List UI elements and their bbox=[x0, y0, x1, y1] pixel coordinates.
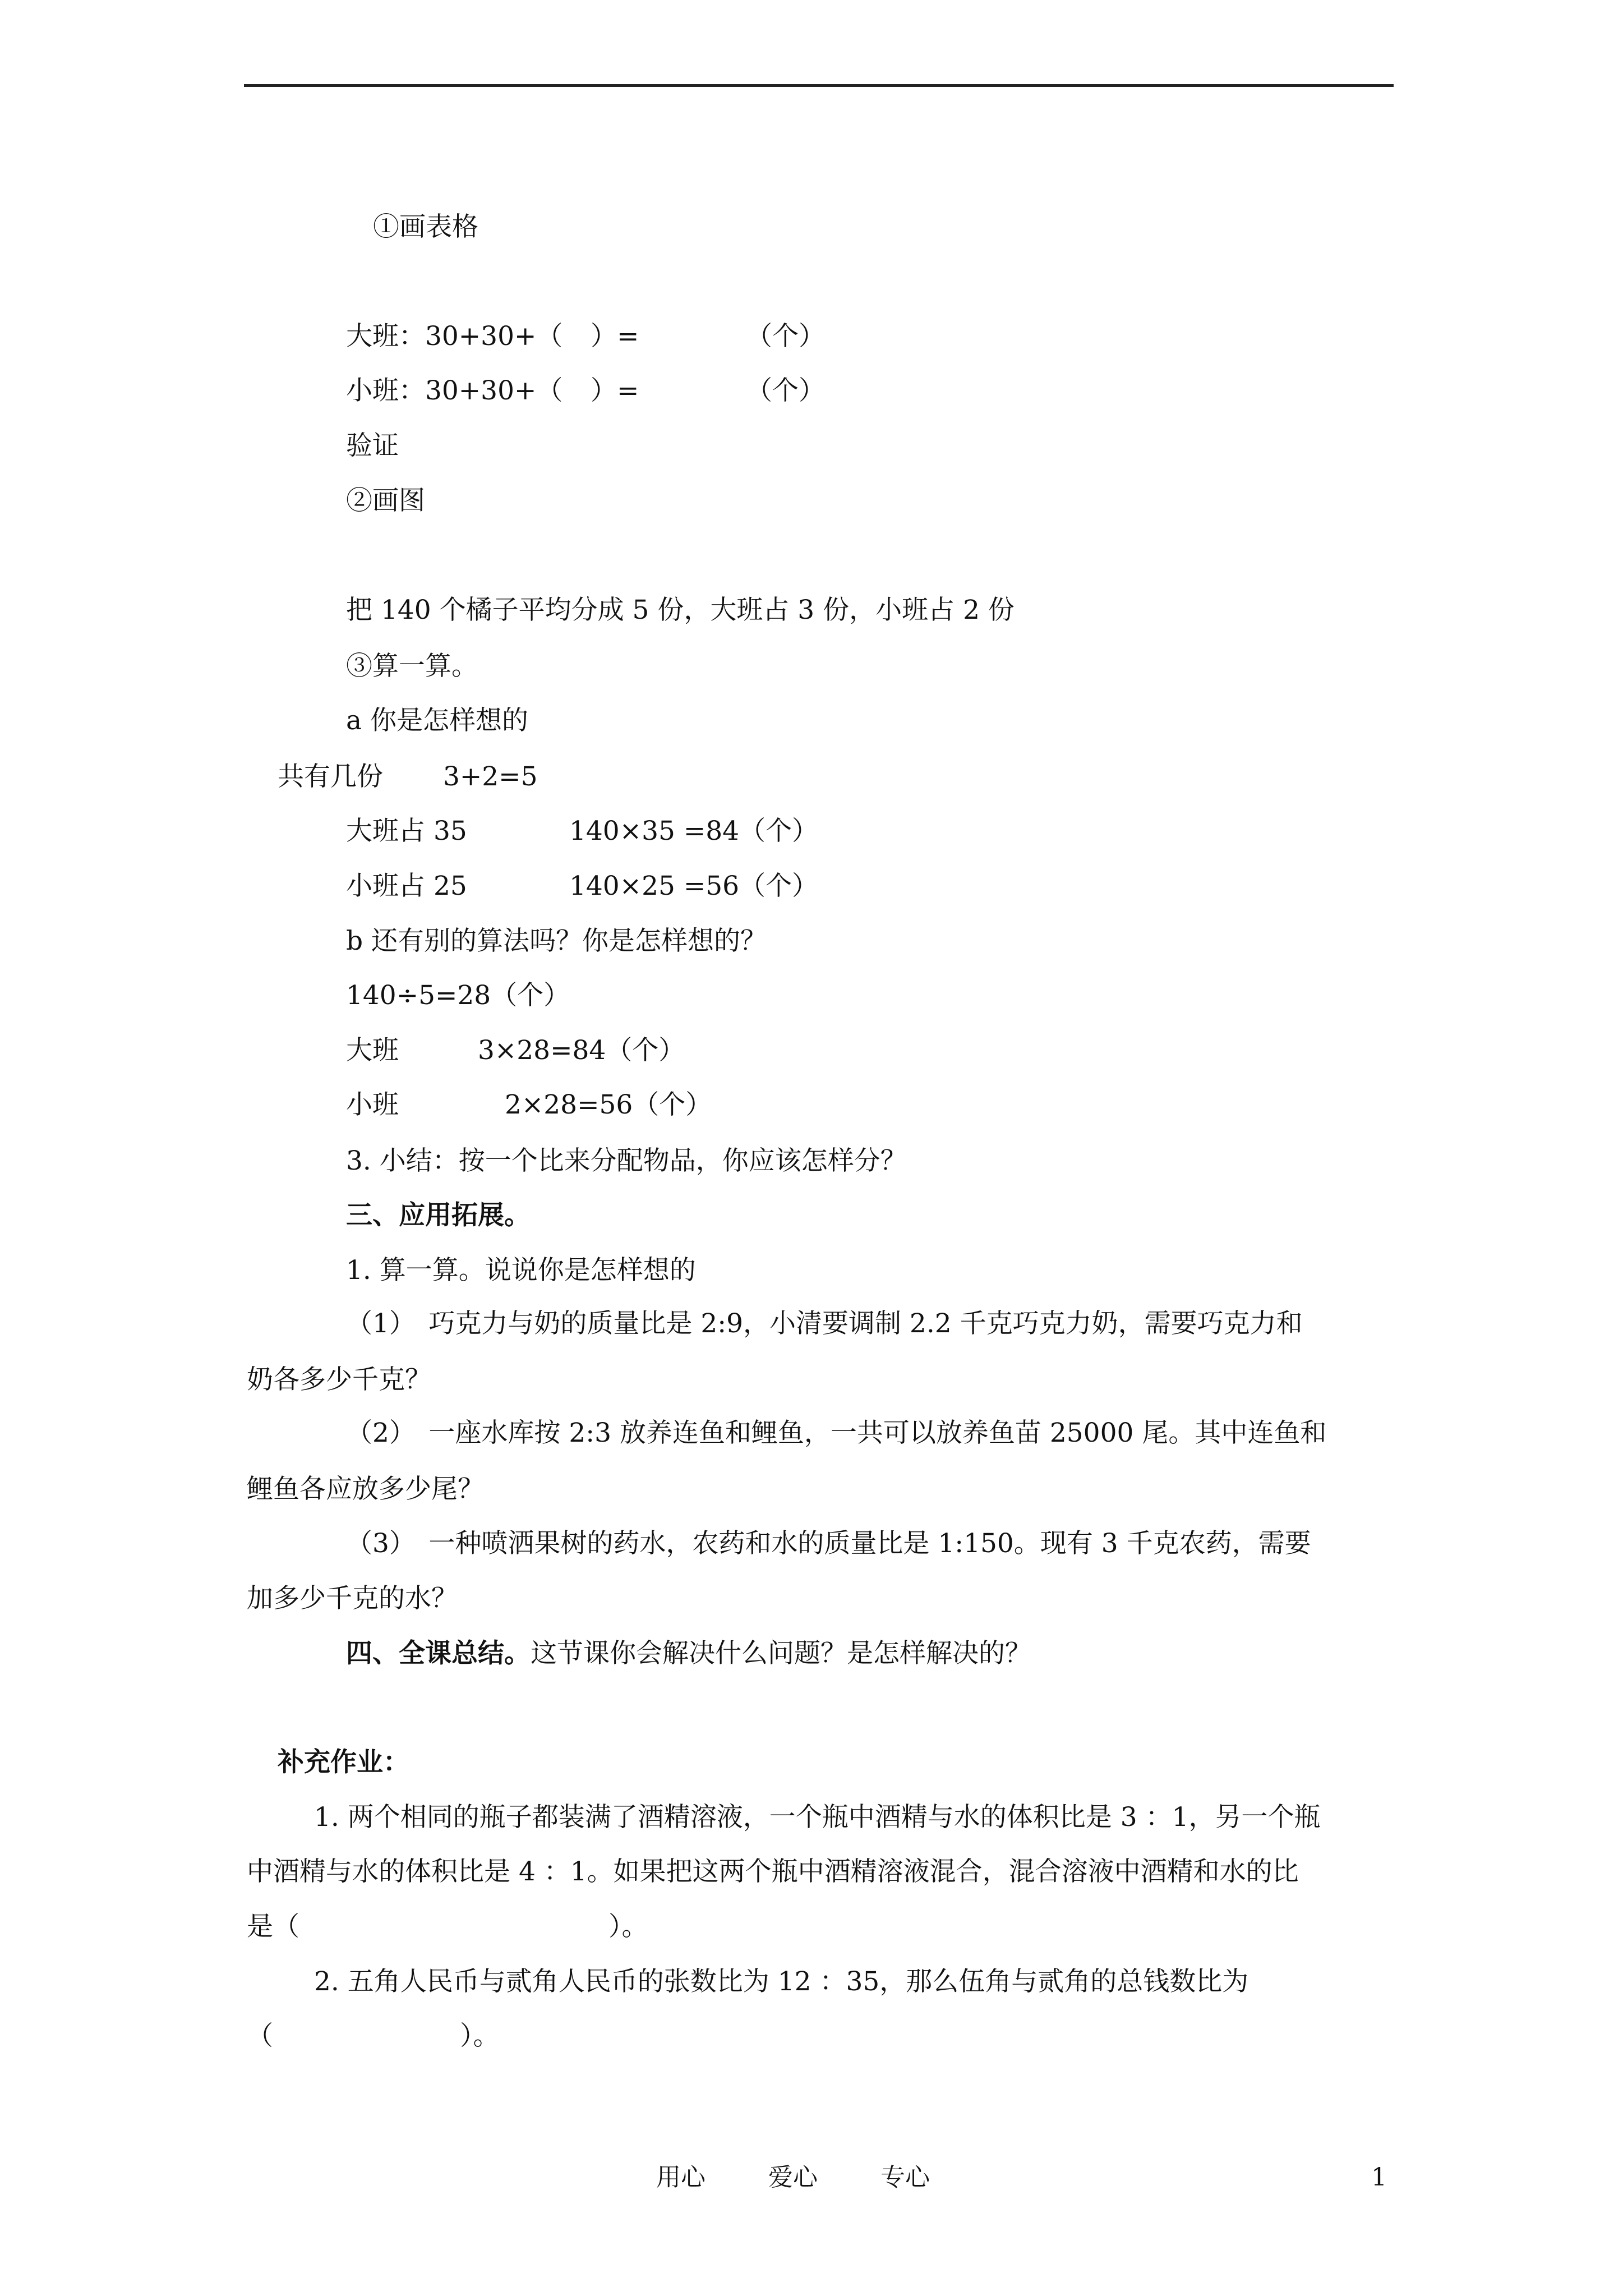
page-number: 1 bbox=[1371, 2163, 1387, 2192]
line-small-share: 小班占 25 bbox=[346, 871, 467, 901]
section-4-text: 这节课你会解决什么问题？是怎样解决的？ bbox=[531, 1638, 1031, 1669]
homework-heading: 补充作业： bbox=[278, 1747, 409, 1778]
problem-1-line-1: （1） 巧克力与奶的质量比是 2:9，小清要调制 2.2 千克巧克力奶，需要巧克力和 bbox=[346, 1308, 1303, 1339]
line-draw-figure: ②画图 bbox=[346, 485, 425, 516]
line-summary: 3. 小结：按一个比来分配物品，你应该怎样分？ bbox=[346, 1145, 907, 1176]
line-small-class-unit: （个） bbox=[746, 375, 825, 406]
homework-1-line-3-close: ）。 bbox=[608, 1911, 648, 1942]
line-verify: 验证 bbox=[346, 430, 399, 461]
footer-word-1: 用心 bbox=[656, 2163, 706, 2192]
line-per-part: 140÷5=28（个） bbox=[346, 980, 570, 1011]
problem-3-line-2: 加多少千克的水？ bbox=[247, 1583, 458, 1614]
line-big-label: 大班 bbox=[346, 1035, 399, 1066]
problem-2-line-1: （2） 一座水库按 2:3 放养连鱼和鲤鱼，一共可以放养鱼苗 25000 尾。其中连鱼和 bbox=[346, 1418, 1327, 1448]
footer-word-3: 专心 bbox=[880, 2163, 930, 2192]
footer-word-2: 爱心 bbox=[768, 2163, 818, 2192]
problem-1-line-2: 奶各多少千克？ bbox=[247, 1364, 431, 1395]
line-small-calc: 2×28=56（个） bbox=[505, 1089, 712, 1120]
line-how-think: a 你是怎样想的 bbox=[346, 705, 528, 736]
line-other-method: b 还有别的算法吗？你是怎样想的？ bbox=[346, 926, 767, 956]
line-big-class-unit: （个） bbox=[746, 321, 825, 352]
problem-2-line-2: 鲤鱼各应放多少尾？ bbox=[247, 1474, 484, 1504]
homework-1-line-2: 中酒精与水的体积比是 4 ：1。如果把这两个瓶中酒精溶液混合，混合溶液中酒精和水的比 bbox=[247, 1856, 1299, 1887]
line-total-parts-eq: 3+2=5 bbox=[443, 761, 538, 792]
line-big-share: 大班占 35 bbox=[346, 816, 467, 846]
homework-1-line-1: 1. 两个相同的瓶子都装满了酒精溶液，一个瓶中酒精与水的体积比是 3 ：1，另一个瓶 bbox=[314, 1802, 1321, 1833]
homework-2-line-2-open: （ bbox=[247, 2021, 273, 2051]
homework-2-line-1: 2. 五角人民币与贰角人民币的张数比为 12 ：35，那么伍角与贰角的总钱数比为 bbox=[314, 1966, 1249, 1997]
line-oranges: 把 140 个橘子平均分成 5 份，大班占 3 份，小班占 2 份 bbox=[346, 595, 1015, 625]
problem-3-line-1: （3） 一种喷洒果树的药水，农药和水的质量比是 1:150。现有 3 千克农药，需要 bbox=[346, 1528, 1311, 1559]
line-small-share-calc: 140×25 =56（个） bbox=[569, 871, 819, 901]
line-small-class-label: 小班：30+30+（ bbox=[346, 375, 563, 406]
line-draw-table: ①画表格 bbox=[373, 211, 478, 242]
section-4-line bbox=[346, 1637, 1031, 1671]
line-calc-explain: 1. 算一算。说说你是怎样想的 bbox=[346, 1255, 696, 1286]
line-small-class-eq: ）= bbox=[591, 375, 639, 406]
line-big-class-label: 大班：30+30+（ bbox=[346, 321, 563, 352]
line-big-class-eq: ）= bbox=[591, 321, 639, 352]
line-big-calc: 3×28=84（个） bbox=[478, 1035, 685, 1066]
line-calc: ③算一算。 bbox=[346, 651, 478, 682]
line-small-label: 小班 bbox=[346, 1089, 399, 1120]
section-4-heading: 四、全课总结。 bbox=[346, 1638, 531, 1669]
homework-2-line-2-close: ）。 bbox=[460, 2021, 500, 2051]
section-3-heading: 三、应用拓展。 bbox=[346, 1200, 531, 1231]
header-rule bbox=[244, 84, 1394, 87]
line-big-share-calc: 140×35 =84（个） bbox=[569, 816, 819, 846]
line-total-parts-label: 共有几份 bbox=[278, 761, 383, 792]
homework-1-line-3-open: 是（ bbox=[247, 1911, 299, 1942]
